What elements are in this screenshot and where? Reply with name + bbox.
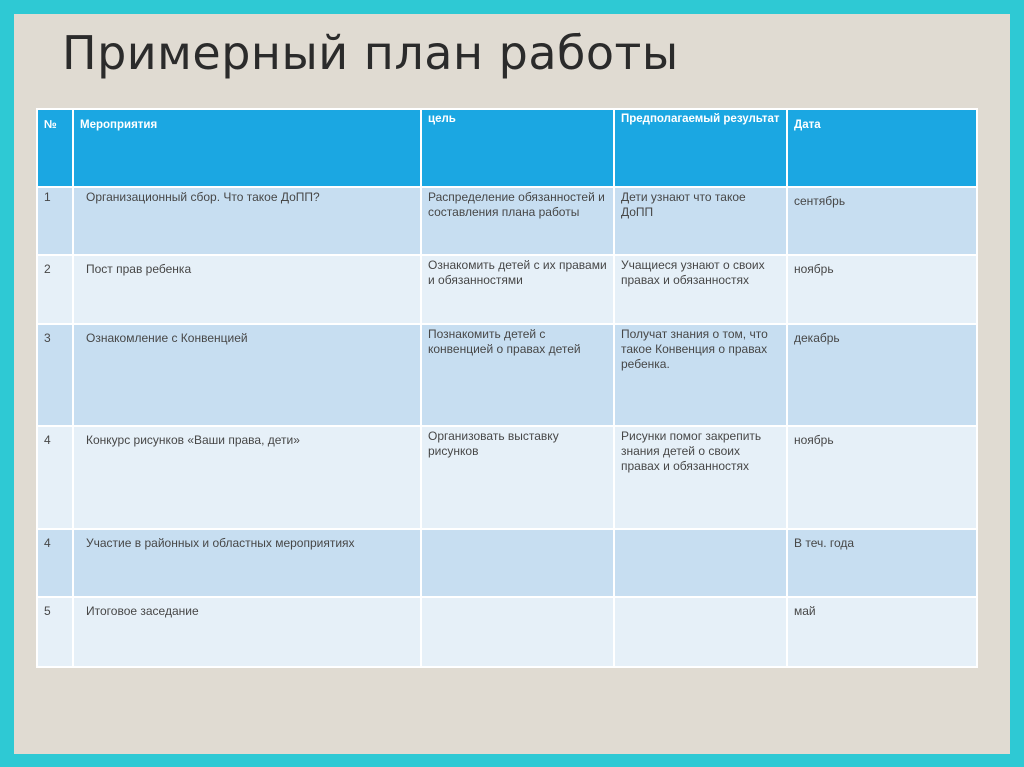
cell-date: май <box>787 597 977 667</box>
cell-event: Итоговое заседание <box>73 597 421 667</box>
cell-goal: Ознакомить детей с их правами и обязанностями <box>421 255 614 324</box>
slide-title: Примерный план работы <box>62 26 679 80</box>
slide <box>14 14 1010 754</box>
cell-date: сентябрь <box>787 187 977 255</box>
cell-event: Организационный сбор. Что такое ДоПП? <box>73 187 421 255</box>
cell-number: 4 <box>37 426 73 529</box>
cell-date: ноябрь <box>787 255 977 324</box>
cell-event: Участие в районных и областных мероприятиях <box>73 529 421 597</box>
cell-event: Пост прав ребенка <box>73 255 421 324</box>
header-number: № <box>37 109 73 187</box>
cell-result <box>614 529 787 597</box>
cell-result: Дети узнают что такое ДоПП <box>614 187 787 255</box>
header-date: Дата <box>787 109 977 187</box>
cell-number: 3 <box>37 324 73 426</box>
cell-date: декабрь <box>787 324 977 426</box>
cell-number: 1 <box>37 187 73 255</box>
table-row <box>37 597 977 667</box>
cell-goal <box>421 529 614 597</box>
work-plan-table <box>36 108 978 668</box>
table-row <box>37 324 977 426</box>
table-row <box>37 529 977 597</box>
cell-event: Конкурс рисунков «Ваши права, дети» <box>73 426 421 529</box>
table-row <box>37 255 977 324</box>
cell-event: Ознакомление с Конвенцией <box>73 324 421 426</box>
table-row <box>37 426 977 529</box>
cell-number: 2 <box>37 255 73 324</box>
cell-date: В теч. года <box>787 529 977 597</box>
cell-result: Рисунки помог закрепить знания детей о своих правах и обязанностях <box>614 426 787 529</box>
cell-goal: Познакомить детей с конвенцией о правах детей <box>421 324 614 426</box>
table-header-row <box>37 109 977 187</box>
cell-goal: Организовать выставку рисунков <box>421 426 614 529</box>
header-goal: цель <box>421 109 614 187</box>
header-event: Мероприятия <box>73 109 421 187</box>
header-expected-result: Предполагаемый результат <box>614 109 787 187</box>
cell-result <box>614 597 787 667</box>
cell-date: ноябрь <box>787 426 977 529</box>
cell-result: Получат знания о том, что такое Конвенция о правах ребенка. <box>614 324 787 426</box>
table-row <box>37 187 977 255</box>
cell-goal <box>421 597 614 667</box>
cell-result: Учащиеся узнают о своих правах и обязанностях <box>614 255 787 324</box>
cell-number: 5 <box>37 597 73 667</box>
cell-goal: Распределение обязанностей и составления плана работы <box>421 187 614 255</box>
cell-number: 4 <box>37 529 73 597</box>
